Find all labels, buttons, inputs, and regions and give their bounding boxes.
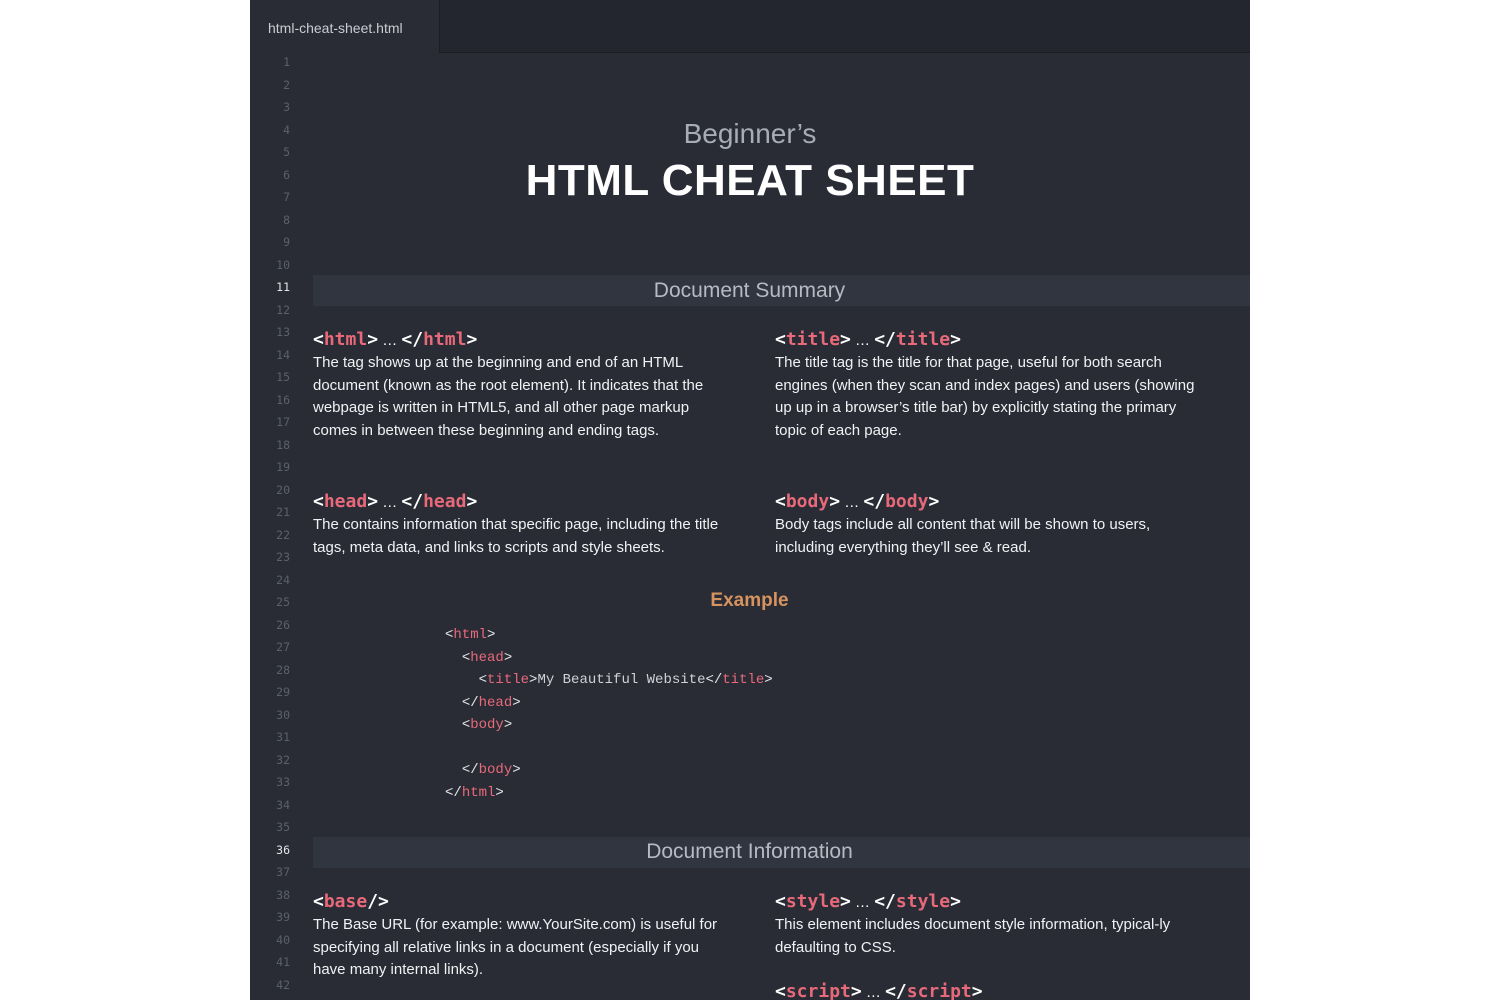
code-line: <title>My Beautiful Website</title> <box>478 672 773 688</box>
line-number: 37 <box>276 865 290 879</box>
line-number: 21 <box>276 505 290 519</box>
hero-subtitle: Beginner’s <box>683 118 817 149</box>
description-base: The Base URL (for example: www.YourSite.com) is useful for specifying all relative links in a document (especially if you have many internal links). <box>313 916 718 978</box>
tag-heading-head: <head> … </head> <box>313 491 478 512</box>
line-number: 1 <box>283 55 290 69</box>
example-title: Example <box>710 590 789 611</box>
line-number: 32 <box>276 752 290 767</box>
description-head: The contains information that specific page, including the title tags, meta data, and links to scripts and style sheets. <box>313 516 719 556</box>
line-number: 25 <box>276 595 290 609</box>
line-number: 2 <box>283 77 290 92</box>
line-number: 27 <box>276 640 290 654</box>
description-title: The title tag is the title for that page, useful for both search engines (when they scan and index pages) and users (showing up up in a browser’s title bar) by explicitly stating the primary topic of each page. <box>775 354 1195 439</box>
line-number: 11 <box>276 280 290 294</box>
tab-label: html-cheat-sheet.html <box>268 20 403 36</box>
line-number: 39 <box>276 910 290 924</box>
line-number: 38 <box>276 887 290 902</box>
code-line: </html> <box>445 784 504 801</box>
code-line: <html> <box>445 627 496 643</box>
line-number: 15 <box>276 370 290 384</box>
code-line: </body> <box>461 762 521 778</box>
line-number: 33 <box>276 775 290 789</box>
tag-heading-html: <html> … </html> <box>313 329 478 350</box>
editor-window <box>250 0 1250 1000</box>
line-number: 4 <box>283 122 290 137</box>
line-number: 41 <box>276 955 290 969</box>
line-number: 20 <box>276 482 290 497</box>
description-html: The tag shows up at the beginning and end of an HTML document (known as the root element). It indicates that the webpage is written in HTML5, and all other page markup comes in between these beginning and ending tags. <box>313 354 704 439</box>
line-number: 40 <box>276 932 290 947</box>
tag-heading-style: <style> … </style> <box>775 891 961 912</box>
tab-bar <box>250 0 1250 53</box>
description-style: This element includes document style information, typical-ly defaulting to CSS. <box>775 916 1171 956</box>
line-number: 22 <box>276 527 290 542</box>
tag-heading-body: <body> … </body> <box>775 491 940 512</box>
line-number: 5 <box>283 145 290 159</box>
section-title-information: Document Information <box>646 840 853 863</box>
description-body: Body tags include all content that will be shown to users, including everything they’ll see & read. <box>775 516 1151 556</box>
tab-html-cheat-sheet[interactable] <box>250 0 440 53</box>
line-number: 26 <box>276 617 290 632</box>
section-title-summary: Document Summary <box>653 279 846 302</box>
line-number: 28 <box>276 662 290 677</box>
tag-heading-title: <title> … </title> <box>775 329 961 350</box>
code-line: </head> <box>461 694 521 711</box>
line-number: 3 <box>283 100 290 114</box>
line-number: 23 <box>276 550 290 564</box>
line-number: 30 <box>276 707 290 722</box>
line-number: 14 <box>276 347 290 362</box>
line-number: 16 <box>276 392 290 407</box>
line-number: 31 <box>276 730 290 744</box>
line-number: 36 <box>276 842 290 857</box>
code-line: <head> <box>461 649 513 666</box>
line-number: 9 <box>283 235 290 249</box>
tag-heading-base: <base/> <box>313 891 389 912</box>
line-number: 29 <box>276 685 290 699</box>
line-number: 6 <box>283 167 290 182</box>
line-number: 24 <box>276 572 290 587</box>
line-number: 10 <box>276 257 290 272</box>
hero-title: HTML CHEAT SHEET <box>525 156 975 205</box>
line-number: 8 <box>283 212 290 227</box>
line-number: 13 <box>276 325 290 339</box>
line-number: 7 <box>283 190 290 204</box>
line-number: 12 <box>276 302 290 317</box>
line-number: 19 <box>276 460 290 474</box>
tag-heading-script: <script> … </script> <box>775 981 983 1000</box>
line-number: 34 <box>276 797 290 812</box>
line-number: 42 <box>276 977 290 992</box>
line-number: 17 <box>276 415 290 429</box>
code-line: <body> <box>461 717 513 733</box>
line-number: 18 <box>276 437 290 452</box>
line-number: 35 <box>276 820 290 834</box>
